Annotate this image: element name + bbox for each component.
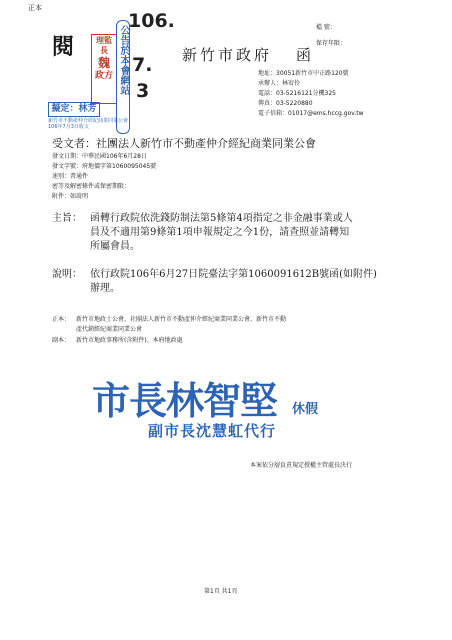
read-mark: 閱 — [52, 35, 73, 60]
subject-body — [90, 212, 430, 254]
subject-label: 主旨： — [52, 213, 82, 224]
received-stamp-date: 106年7月3日收文 — [48, 124, 89, 130]
website-notice-seal — [116, 20, 130, 134]
delegation-note: 本案依分層負責規定授權主管處長決行 — [250, 462, 353, 469]
agency-name: 新竹市政府 — [182, 46, 273, 64]
retention-label: 保存年限： — [316, 40, 347, 47]
page-number: 第1頁 共1頁 — [204, 588, 238, 595]
distribution-main-line1: 新竹市地政士公會、社團法人新竹市不動產仲介經紀商業同業公會、新竹市不動 — [76, 316, 287, 323]
explanation-line: 辦理。 — [90, 283, 120, 294]
distribution-copy-line: 新竹市地政事務所(含附件)、本府地政處 — [76, 337, 183, 344]
doc-type: 函 — [296, 46, 312, 64]
issue-date: 發文日期：中華民國106年6月28日 — [52, 153, 147, 160]
stamp-line: 魏 — [97, 56, 110, 70]
contact-address: 地址：30051新竹市中正路120號 — [258, 70, 349, 77]
received-stamp-org: 新竹市不動產仲介經紀商業同業公會 — [48, 118, 129, 124]
explanation-line: 依行政院106年6月27日院臺法字第1060091612B號函(如附件) — [90, 269, 377, 280]
handwritten-date-line3: 3 — [136, 80, 150, 102]
security-class: 密等及解密條件或保密期限： — [52, 183, 131, 190]
subject-line: 員及不適用第9條第1項申報規定之今1份，請查照並請轉知 — [90, 227, 350, 238]
contact-person: 承辦人：林宥伶 — [258, 80, 301, 87]
copy-type-label: 正本 — [28, 4, 42, 12]
mayor-signature: 市長林智堅 — [92, 378, 278, 423]
recipient: 受文者：社團法人新竹市不動產仲介經紀商業同業公會 — [52, 137, 316, 150]
subject-line: 函轉行政院依洗錢防制法第5條第4項指定之非金融事業或人 — [90, 213, 353, 224]
explanation-label: 說明： — [52, 269, 82, 280]
stamp-line: 長 — [100, 46, 108, 55]
speed-class: 速別：普通件 — [52, 173, 89, 180]
handwritten-date-line2: 7. — [132, 54, 153, 76]
deputy-mayor-acting: 副市長沈慧虹代行 — [148, 422, 277, 440]
draft-stamp-text: 擬定：林芳 — [51, 104, 97, 114]
issue-number: 發文字號：府地價字第1060095045號 — [52, 163, 157, 170]
stamp-line: 政方 — [94, 71, 113, 81]
director-review-stamp — [91, 34, 117, 104]
archive-number-label: 檔 號： — [316, 24, 336, 31]
stamp-line: 理監 — [96, 36, 112, 45]
contact-phone: 電話：03-5216121分機325 — [258, 90, 336, 97]
distribution-copy-label: 副本： — [52, 337, 71, 344]
contact-email: 電子信箱：01017@ems.hccg.gov.tw — [258, 110, 364, 117]
handwritten-date-line1: 106. — [128, 10, 175, 32]
attachment-note: 附件：如說明 — [52, 193, 89, 200]
seal-text: 公告於本會網站 — [118, 25, 129, 95]
contact-fax: 傳真：03-5220880 — [258, 100, 313, 107]
distribution-main-label: 正本： — [52, 316, 71, 323]
explanation-body — [90, 268, 430, 296]
subject-line: 所屬會員。 — [90, 241, 140, 252]
draft-stamp — [48, 102, 100, 117]
mayor-leave-note: 休假 — [292, 402, 319, 417]
distribution-main-line2: 產代銷經紀商業同業公會 — [76, 326, 143, 333]
